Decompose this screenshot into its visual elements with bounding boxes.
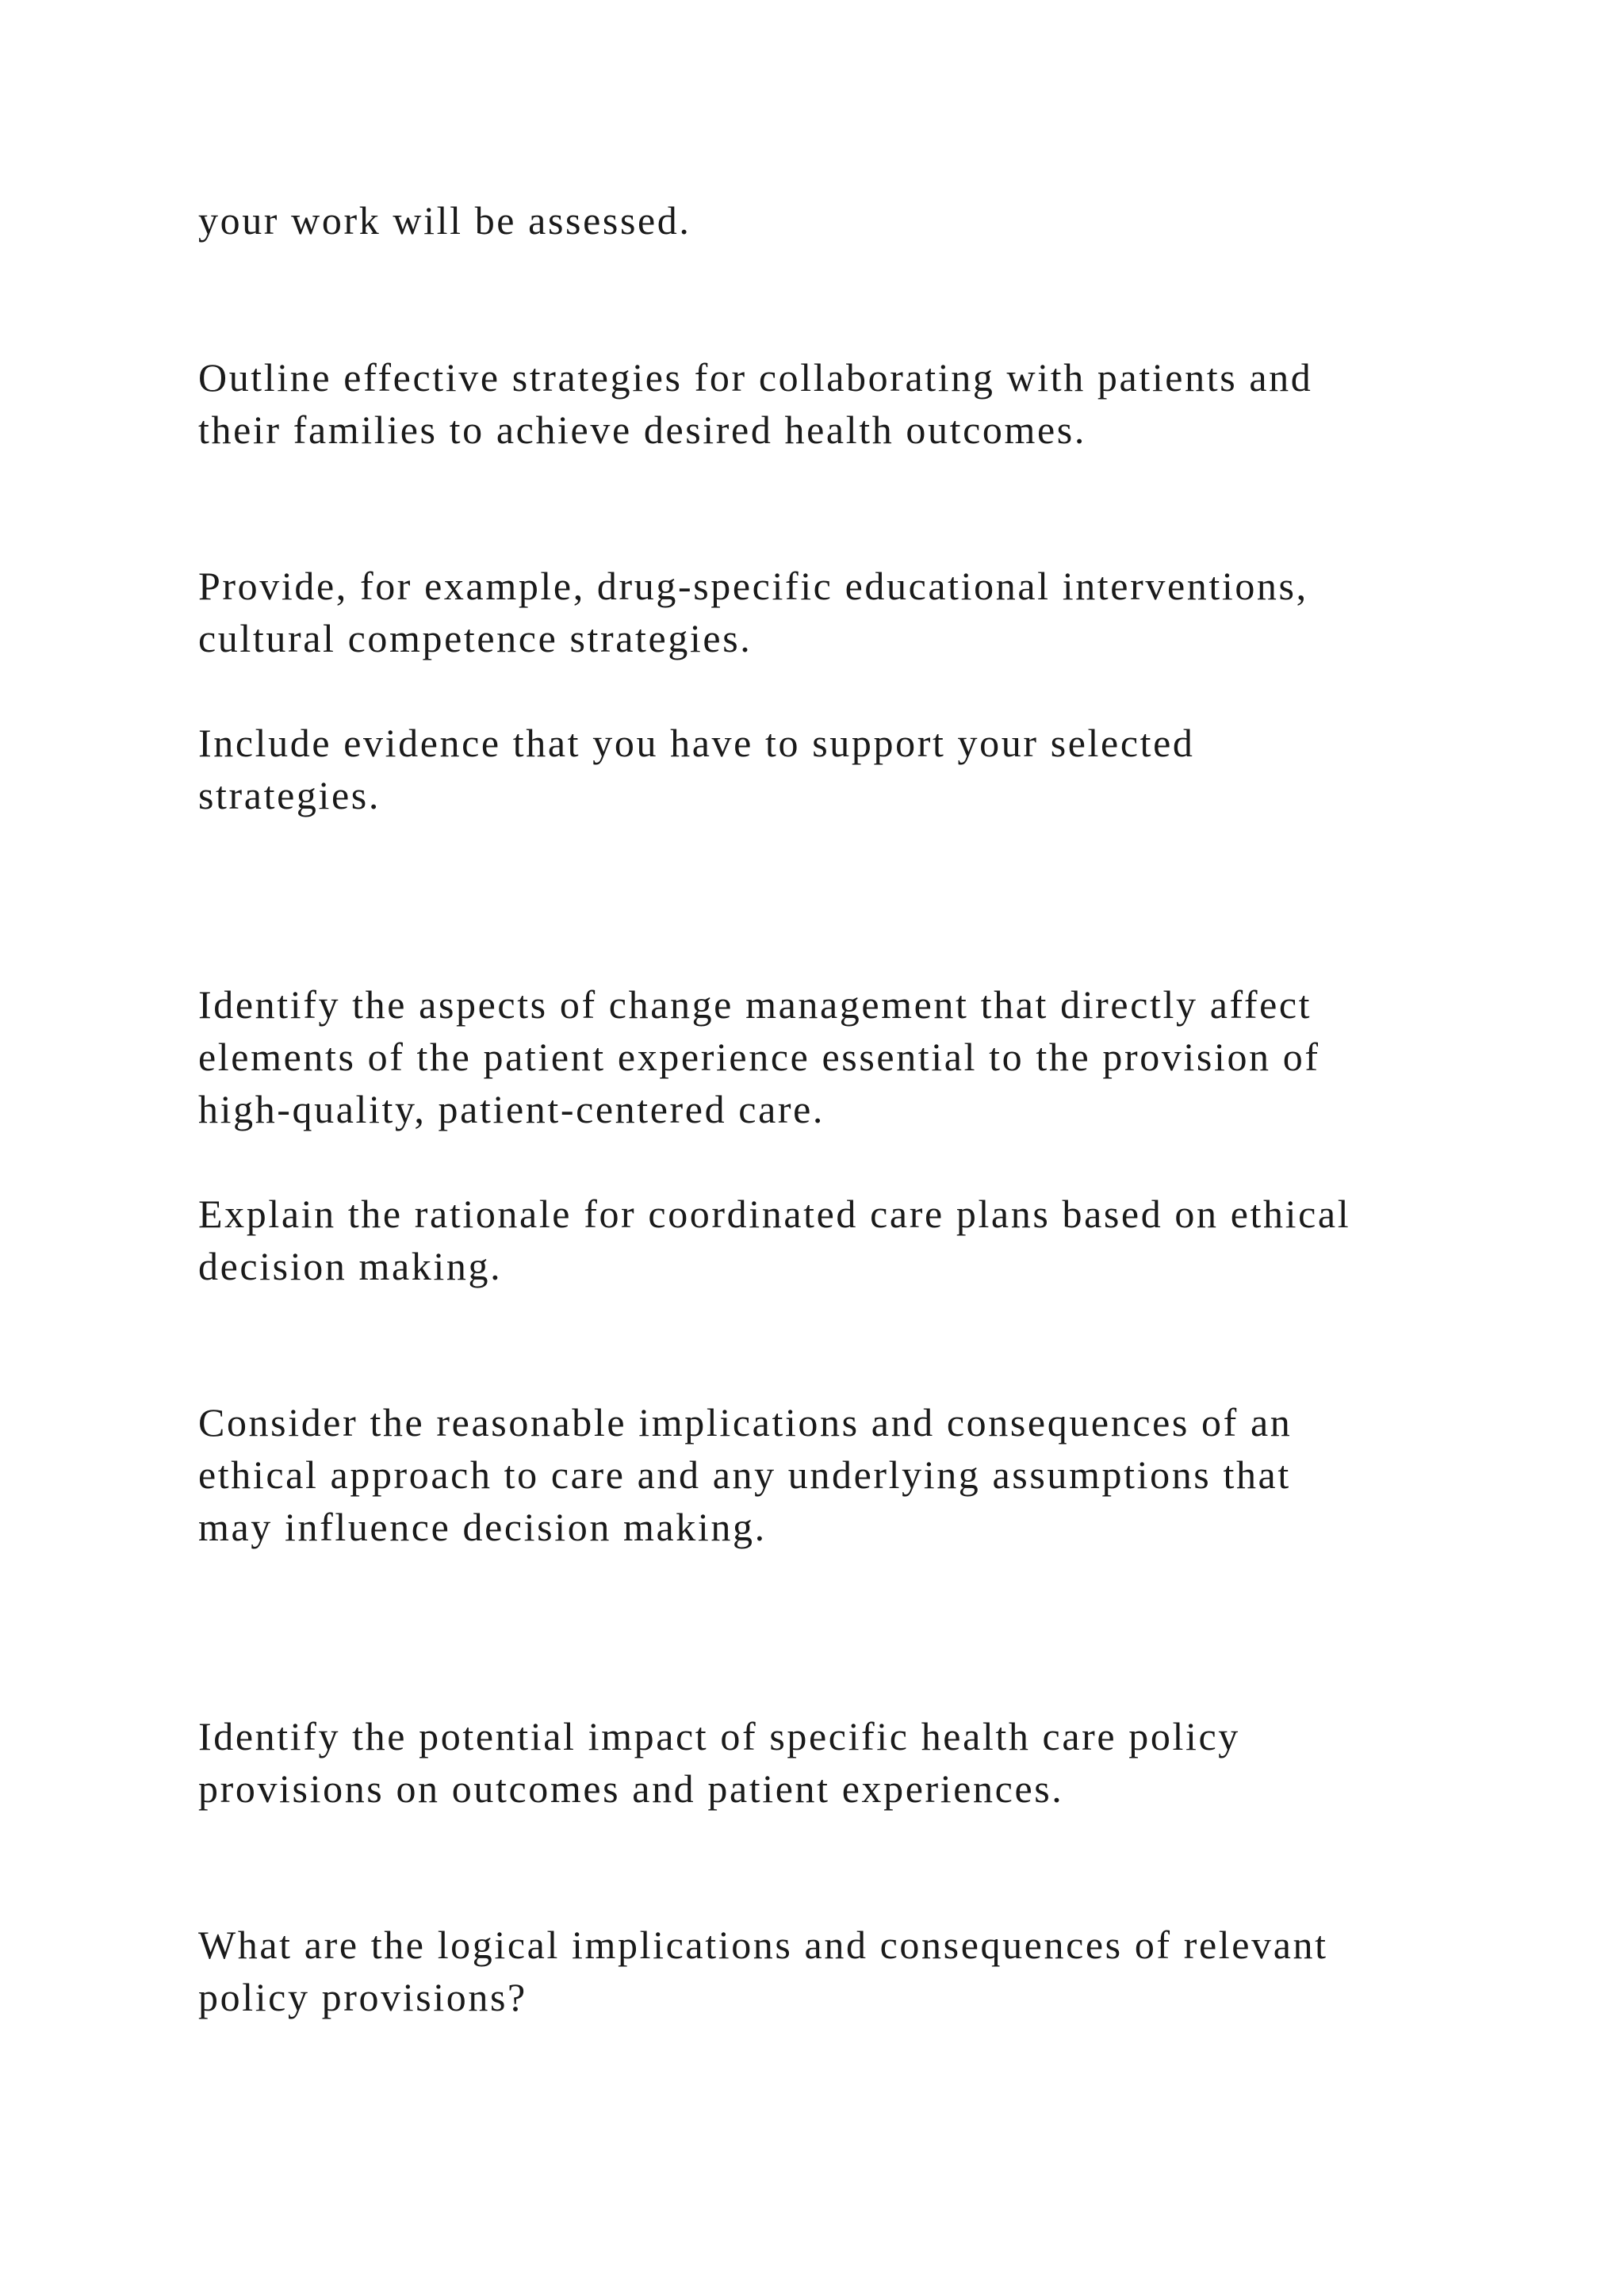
paragraph-policy-impact: Identify the potential impact of specific health care policy provisions on outcomes and patient experiences. [198, 1714, 1240, 1811]
paragraph-intervention-examples: Provide, for example, drug-specific educational interventions, cultural competence strategies. [198, 564, 1308, 660]
paragraph-supporting-evidence: Include evidence that you have to support your selected strategies. [198, 721, 1195, 817]
paragraph-ethical-implications: Consider the reasonable implications and consequences of an ethical approach to care and any underlying assumptions that may influence decision making. [198, 1400, 1293, 1549]
paragraph-coordinated-care-rationale: Explain the rationale for coordinated care plans based on ethical decision making. [198, 1192, 1351, 1288]
paragraph-change-management: Identify the aspects of change management that directly affect elements of the patient experience essential to the provision of high-quality, patient-centered care. [198, 982, 1320, 1131]
paragraph-assessment-note: your work will be assessed. [198, 198, 691, 243]
paragraph-policy-consequences: What are the logical implications and consequences of relevant policy provisions? [198, 1923, 1328, 2019]
paragraph-collaboration-strategies: Outline effective strategies for collaborating with patients and their families to achieve desired health outcomes. [198, 355, 1313, 452]
